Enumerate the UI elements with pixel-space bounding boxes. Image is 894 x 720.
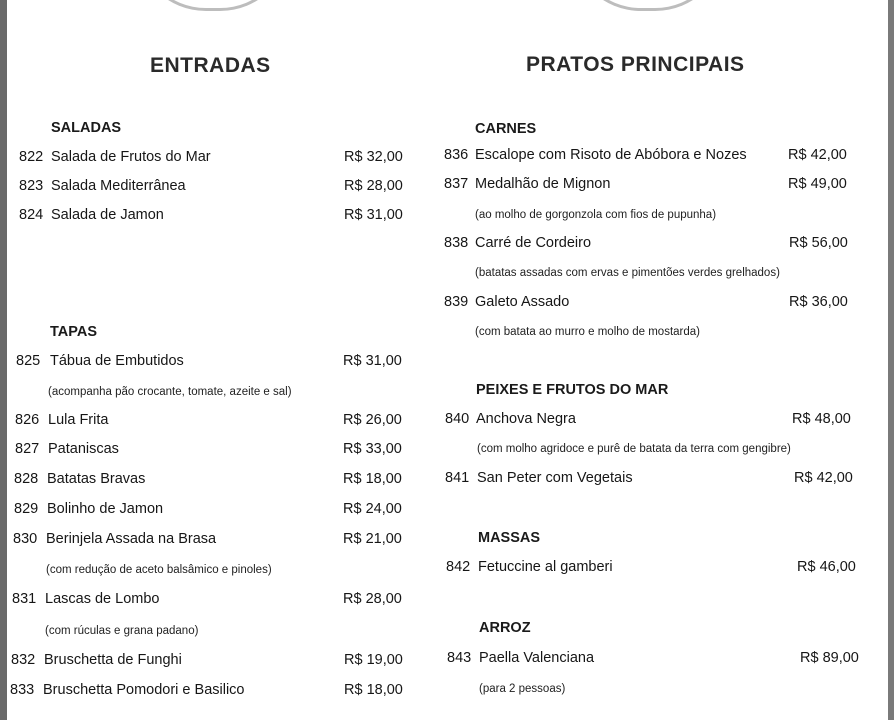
menu-item-839 xyxy=(444,294,854,316)
item-number: 831 xyxy=(12,591,37,607)
section-tapas: TAPAS xyxy=(50,324,97,340)
item-number: 823 xyxy=(19,178,44,194)
page-edge-right xyxy=(888,0,894,720)
menu-item-842 xyxy=(446,559,860,581)
item-number: 828 xyxy=(14,471,39,487)
menu-item-843 xyxy=(447,650,863,672)
section-massas: MASSAS xyxy=(478,530,541,546)
item-number: 843 xyxy=(447,650,472,666)
menu-item-841 xyxy=(445,470,857,492)
item-price: R$ 28,00 xyxy=(344,178,403,194)
item-note: (com redução de aceto balsâmico e pinoles) xyxy=(46,564,272,576)
item-note: (ao molho de gorgonzola com fios de pupunha) xyxy=(475,209,717,221)
item-number: 833 xyxy=(10,682,35,698)
item-note: (com rúculas e grana padano) xyxy=(45,625,199,637)
item-name: Carré de Cordeiro xyxy=(475,235,592,251)
item-price: R$ 49,00 xyxy=(788,176,847,192)
item-price: R$ 89,00 xyxy=(800,650,859,666)
menu-item-828 xyxy=(14,471,408,493)
item-number: 830 xyxy=(13,531,38,547)
item-price: R$ 21,00 xyxy=(343,531,402,547)
menu-item-823 xyxy=(19,178,409,200)
item-number: 829 xyxy=(14,501,39,517)
menu-item-831 xyxy=(12,591,408,613)
item-price: R$ 18,00 xyxy=(343,471,402,487)
item-name: Medalhão de Mignon xyxy=(475,176,611,192)
item-number: 826 xyxy=(15,412,40,428)
item-name: Salada de Frutos do Mar xyxy=(51,149,211,165)
item-price: R$ 31,00 xyxy=(343,353,402,369)
item-name: Berinjela Assada na Brasa xyxy=(46,531,217,547)
item-name: Galeto Assado xyxy=(475,294,570,310)
item-name: Pataniscas xyxy=(48,441,119,457)
item-price: R$ 28,00 xyxy=(343,591,402,607)
item-name: Paella Valenciana xyxy=(479,650,595,666)
item-number: 836 xyxy=(444,147,469,163)
item-price: R$ 42,00 xyxy=(788,147,847,163)
item-note: (acompanha pão crocante, tomate, azeite e sal) xyxy=(48,386,292,398)
menu-item-836 xyxy=(444,147,854,169)
item-price: R$ 46,00 xyxy=(797,559,856,575)
item-note: (batatas assadas com ervas e pimentões verdes grelhados) xyxy=(475,267,780,279)
section-arroz: ARROZ xyxy=(479,620,531,636)
menu-item-833 xyxy=(10,682,408,704)
menu-item-832 xyxy=(11,652,408,674)
item-price: R$ 48,00 xyxy=(792,411,851,427)
item-price: R$ 36,00 xyxy=(789,294,848,310)
item-name: Escalope com Risoto de Abóbora e Nozes xyxy=(475,147,747,163)
menu-item-840 xyxy=(445,411,857,433)
menu-item-838 xyxy=(444,235,854,257)
item-number: 824 xyxy=(19,207,44,223)
item-price: R$ 42,00 xyxy=(794,470,853,486)
item-number: 841 xyxy=(445,470,470,486)
item-name: Fetuccine al gamberi xyxy=(478,559,613,575)
item-name: Bruschetta Pomodori e Basilico xyxy=(43,682,245,698)
decorative-arc-right xyxy=(570,0,726,11)
entradas-title: ENTRADAS xyxy=(150,54,271,77)
menu-item-837 xyxy=(444,176,854,198)
item-name: Bolinho de Jamon xyxy=(47,501,164,517)
item-note: (com batata ao murro e molho de mostarda) xyxy=(475,326,700,338)
item-name: Anchova Negra xyxy=(476,411,576,427)
item-name: Tábua de Embutidos xyxy=(50,353,184,369)
section-carnes: CARNES xyxy=(475,121,537,137)
item-price: R$ 31,00 xyxy=(344,207,403,223)
decorative-arc-left xyxy=(135,0,291,11)
item-note: (para 2 pessoas) xyxy=(479,683,566,695)
menu-item-829 xyxy=(14,501,408,523)
menu-item-830 xyxy=(13,531,407,553)
item-price: R$ 19,00 xyxy=(344,652,403,668)
menu-item-822 xyxy=(19,149,409,171)
item-number: 838 xyxy=(444,235,469,251)
item-price: R$ 56,00 xyxy=(789,235,848,251)
menu-item-826 xyxy=(15,412,409,434)
item-name: Lula Frita xyxy=(48,412,109,428)
menu-item-824 xyxy=(19,207,409,229)
item-price: R$ 32,00 xyxy=(344,149,403,165)
item-price: R$ 18,00 xyxy=(344,682,403,698)
menu-item-827 xyxy=(15,441,409,463)
item-name: Bruschetta de Funghi xyxy=(44,652,182,668)
item-price: R$ 33,00 xyxy=(343,441,402,457)
item-number: 840 xyxy=(445,411,470,427)
item-number: 827 xyxy=(15,441,40,457)
pratos-principais-title: PRATOS PRINCIPAIS xyxy=(526,53,745,76)
item-name: Salada de Jamon xyxy=(51,207,164,223)
item-name: San Peter com Vegetais xyxy=(477,470,633,486)
item-number: 837 xyxy=(444,176,469,192)
item-number: 822 xyxy=(19,149,44,165)
item-name: Lascas de Lombo xyxy=(45,591,160,607)
item-note: (com molho agridoce e purê de batata da terra com gengibre) xyxy=(477,443,791,455)
section-saladas: SALADAS xyxy=(51,120,122,136)
item-name: Batatas Bravas xyxy=(47,471,146,487)
menu-item-825 xyxy=(16,353,410,375)
page-edge-left xyxy=(0,0,7,720)
item-price: R$ 24,00 xyxy=(343,501,402,517)
item-name: Salada Mediterrânea xyxy=(51,178,186,194)
item-number: 832 xyxy=(11,652,36,668)
item-number: 842 xyxy=(446,559,471,575)
item-number: 825 xyxy=(16,353,41,369)
item-number: 839 xyxy=(444,294,469,310)
item-price: R$ 26,00 xyxy=(343,412,402,428)
section-peixes-e-frutos-do-mar: PEIXES E FRUTOS DO MAR xyxy=(476,382,669,398)
